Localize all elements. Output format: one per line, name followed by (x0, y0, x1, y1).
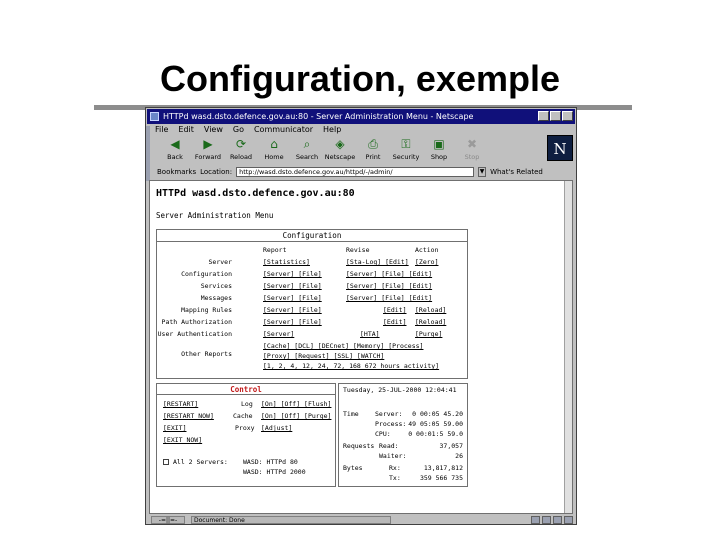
stats-time: Tuesday, 25-JUL-2000 12:04:41 (343, 386, 457, 394)
server-entry: WASD: HTTPd 2000 (243, 468, 306, 476)
menu-edit[interactable]: Edit (178, 125, 194, 134)
table-row (157, 316, 467, 328)
other-reports-link[interactable]: [Proxy] [Request] [SSL] [WATCH] (263, 352, 385, 360)
revise-link[interactable]: [Edit] (383, 318, 407, 326)
cache-options[interactable]: [On] [Off] [Purge] (261, 412, 332, 420)
report-link[interactable]: [Server] [File] (263, 318, 322, 326)
stop-button[interactable] (456, 137, 488, 164)
page-subtitle: Server Administration Menu (156, 211, 274, 220)
table-row (157, 256, 467, 268)
stat-key: Requests (343, 442, 375, 450)
print-button[interactable] (357, 137, 389, 164)
revise-link[interactable]: [Server] [File] [Edit] (346, 294, 433, 302)
forward-button[interactable] (192, 137, 224, 164)
report-link[interactable]: [Server] [File] (263, 294, 322, 302)
report-link[interactable]: [Server] [File] (263, 306, 322, 314)
revise-link[interactable]: [Sta-Log] [Edit] (346, 258, 409, 266)
home-label: Home (264, 153, 284, 161)
slide-title: Configuration, exemple (159, 58, 561, 99)
exit-link[interactable]: [EXIT] (163, 424, 187, 432)
netscape-icon: ◈ (335, 137, 345, 151)
table-row (157, 268, 467, 280)
reload-label: Reload (229, 153, 253, 161)
security-button[interactable] (390, 137, 422, 164)
configuration-heading: Configuration (157, 230, 467, 242)
stat-sub: Process: (375, 420, 407, 428)
report-column-header: Report (263, 246, 287, 254)
table-row (157, 292, 467, 304)
minimize-button[interactable] (538, 111, 549, 121)
status-bar (149, 516, 573, 524)
stat-sub: Waiter: (379, 452, 407, 460)
cache-label: Cache (233, 412, 253, 420)
action-column-header: Action (415, 246, 439, 254)
row-label: Configuration (181, 270, 232, 278)
shop-button[interactable] (423, 137, 455, 164)
netscape-logo[interactable]: N (547, 135, 573, 161)
forward-label: Forward (194, 153, 222, 161)
report-link[interactable]: [Server] (263, 330, 295, 338)
url-field[interactable]: http://wasd.dsto.defence.gov.au/httpd/-/admin/ (236, 167, 474, 177)
stat-value: 0 00:01:5 59.0 (408, 430, 463, 438)
row-label: Other Reports (181, 350, 232, 358)
component-bar-icon[interactable] (531, 516, 540, 524)
location-bar (149, 165, 573, 178)
all-servers-option[interactable] (163, 458, 228, 466)
report-link[interactable]: [Server] [File] (263, 270, 322, 278)
configuration-panel (156, 229, 468, 379)
maximize-button[interactable] (550, 111, 561, 121)
home-icon: ⌂ (270, 137, 278, 151)
restart-link[interactable]: [RESTART] (163, 400, 199, 408)
shop-label: Shop (430, 153, 448, 161)
stat-value: 26 (455, 452, 463, 460)
home-button[interactable] (258, 137, 290, 164)
row-label: Services (200, 282, 232, 290)
report-link[interactable]: [Server] [File] (263, 282, 322, 290)
stop-label: Stop (464, 153, 480, 161)
revise-link[interactable]: [Server] [File] [Edit] (346, 282, 433, 290)
stat-value: 13,817,812 (423, 464, 463, 472)
action-link[interactable]: [Purge] (415, 330, 443, 338)
print-icon: ⎙ (368, 137, 378, 151)
other-reports-link[interactable]: [Cache] [DCL] [DECnet] [Memory] [Process] (263, 342, 424, 350)
stat-sub: Rx: (389, 464, 401, 472)
window-title: HTTPd wasd.dsto.defence.gov.au:80 - Server Administration Menu - Netscape (163, 112, 474, 121)
bookmarks-button[interactable]: Bookmarks (157, 167, 197, 176)
stat-value: 37,057 (439, 442, 463, 450)
log-label: Log (241, 400, 253, 408)
row-label: User Authentication (157, 330, 232, 338)
search-button[interactable] (291, 137, 323, 164)
log-options[interactable]: [On] [Off] [Flush] (261, 400, 332, 408)
action-link[interactable]: [Reload] (415, 318, 447, 326)
row-label: Messages (200, 294, 232, 302)
chevron-down-icon[interactable]: ▼ (479, 167, 485, 175)
server-stats-panel (338, 383, 468, 487)
stop-icon: ✖ (466, 137, 478, 151)
search-icon: ⌕ (303, 137, 311, 151)
page-content (149, 180, 573, 514)
reload-icon: ⟳ (235, 137, 247, 151)
row-label: Server (208, 258, 232, 266)
navigation-toolbar (149, 137, 539, 164)
close-button[interactable] (562, 111, 573, 121)
row-label: Path Authorization (161, 318, 232, 326)
control-heading: Control (157, 384, 335, 395)
progress-indicator: -=||=- (151, 516, 185, 524)
vertical-scrollbar[interactable] (564, 181, 572, 513)
revise-link[interactable]: [Server] [File] [Edit] (346, 270, 433, 278)
whats-related-button[interactable]: What's Related (490, 167, 543, 176)
menu-file[interactable]: File (155, 125, 169, 134)
back-arrow-icon: ◀ (170, 137, 180, 151)
table-row (157, 360, 467, 372)
revise-link[interactable]: [Edit] (383, 306, 407, 314)
window-titlebar[interactable] (147, 109, 575, 124)
stat-value: 359 566 735 (419, 474, 463, 482)
table-row (157, 304, 467, 316)
proxy-options[interactable]: [Adjust] (261, 424, 293, 432)
stat-sub: Read: (379, 442, 399, 450)
discussion-icon[interactable] (553, 516, 562, 524)
proxy-label: Proxy (235, 424, 255, 432)
column-header-row (157, 244, 467, 256)
menu-bar (149, 124, 341, 136)
security-label: Security (392, 153, 420, 161)
stat-sub: Tx: (389, 474, 401, 482)
back-button[interactable] (159, 137, 191, 164)
app-icon (150, 112, 159, 121)
status-text: Document: Done (191, 516, 391, 524)
restart-now-link[interactable]: [RESTART NOW] (163, 412, 214, 420)
revise-column-header: Revise (346, 246, 370, 254)
lock-icon: ⚿ (401, 137, 411, 151)
stat-sub: CPU: (375, 430, 391, 438)
print-label: Print (365, 153, 381, 161)
back-label: Back (167, 153, 183, 161)
menu-go[interactable]: Go (232, 125, 244, 134)
shop-icon: ▣ (433, 137, 445, 151)
forward-arrow-icon: ▶ (203, 137, 213, 151)
netscape-button[interactable] (324, 137, 356, 164)
table-row (157, 280, 467, 292)
stat-key: Bytes (343, 464, 363, 472)
action-link[interactable]: [Reload] (415, 306, 447, 314)
composer-icon[interactable] (564, 516, 573, 524)
server-entry: WASD: HTTPd 80 (243, 458, 298, 466)
menu-communicator[interactable]: Communicator (253, 125, 314, 134)
action-link[interactable]: [Zero] (415, 258, 439, 266)
all-servers-label: All 2 Servers: (173, 458, 228, 466)
report-link[interactable]: [Statistics] (263, 258, 310, 266)
stat-key: Time (343, 410, 359, 418)
stat-value: 49 05:05 59.00 (408, 420, 463, 428)
row-label: Mapping Rules (181, 306, 232, 314)
control-panel (156, 383, 336, 487)
location-label: Location: (200, 167, 233, 176)
mail-icon[interactable] (542, 516, 551, 524)
search-label: Search (295, 153, 319, 161)
netscape-label: Netscape (324, 153, 356, 161)
stat-value: 0 00:05 45.20 (412, 410, 463, 418)
table-row (157, 328, 467, 340)
activity-link[interactable]: [1, 2, 4, 12, 24, 72, 168 672 hours activity] (263, 362, 440, 370)
menu-view[interactable]: View (203, 125, 223, 134)
revise-link[interactable]: [HTA] (360, 330, 380, 338)
stat-sub: Server: (375, 410, 403, 418)
browser-window (145, 107, 577, 525)
menu-help[interactable]: Help (323, 125, 342, 134)
page-title: HTTPd wasd.dsto.defence.gov.au:80 (156, 188, 355, 199)
reload-button[interactable] (225, 137, 257, 164)
exit-now-link[interactable]: [EXIT NOW] (163, 436, 203, 444)
all-servers-checkbox[interactable] (163, 459, 169, 465)
